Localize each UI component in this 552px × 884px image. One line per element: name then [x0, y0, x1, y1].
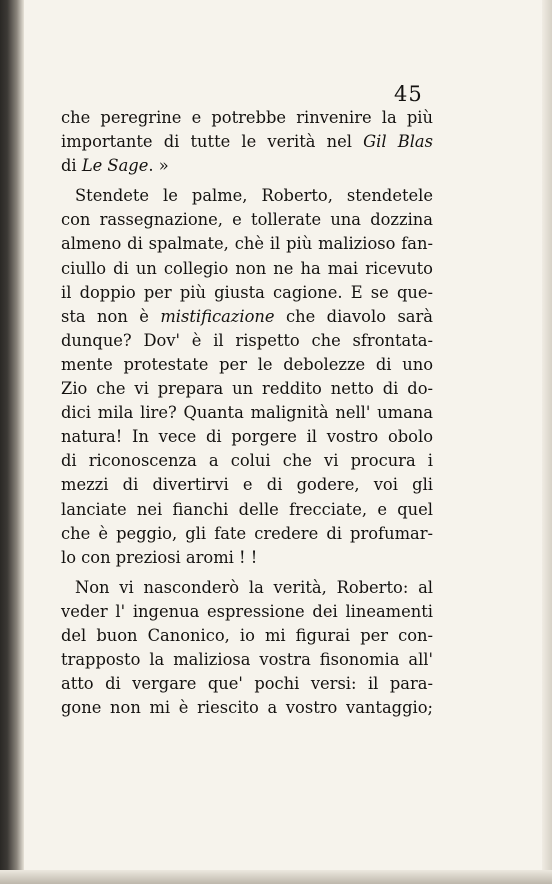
- text-line-content: che peregrine e potrebbe rinvenire la più: [61, 108, 433, 127]
- text-line-content: del buon Canonico, io mi figurai per con-: [61, 625, 433, 645]
- text-line: [61, 377, 433, 401]
- italic-title: Gil Blas: [363, 132, 433, 152]
- text-line: [61, 449, 433, 473]
- text-line-content: atto di vergare que' pochi versi: il para-: [61, 674, 433, 694]
- text-line: [61, 106, 433, 130]
- text-line-content: mente protestate per le debolezze di uno: [61, 354, 433, 374]
- text-line-content: di: [61, 156, 82, 176]
- text-line: [61, 522, 433, 546]
- text-line: [61, 184, 433, 208]
- text-line: [61, 425, 433, 449]
- text-line: [61, 648, 433, 672]
- text-line: [61, 576, 433, 600]
- text-line: [61, 546, 433, 570]
- text-line-content: lanciate nei fianchi delle frecciate, e quel: [61, 499, 433, 519]
- text-line-content: gone non mi è riescito a vostro vantaggio;: [61, 698, 433, 718]
- text-line: [61, 473, 433, 497]
- text-line-content: con rassegnazione, e tollerate una dozzina: [61, 210, 433, 230]
- text-line: [61, 672, 433, 696]
- text-line-content: trapposto la maliziosa vostra fisonomia all': [61, 650, 433, 670]
- text-line-content: che è peggio, gli fate credere di profumar-: [61, 523, 433, 543]
- text-line-content: di riconoscenza a colui che vi procura i: [61, 451, 433, 471]
- text-line: [61, 154, 433, 178]
- text-line-content: sta non è: [61, 306, 161, 326]
- text-line-content: almeno di spalmate, chè il più malizioso fan-: [61, 234, 433, 254]
- italic-title: mistificazione: [160, 306, 275, 326]
- text-line-content: veder l' ingenua espressione dei lineamenti: [61, 601, 433, 621]
- page-number: 45: [394, 82, 423, 106]
- text-line-content: ciullo di un collegio non ne ha mai ricevuto: [61, 258, 433, 278]
- text-line: [61, 257, 433, 281]
- text-line: [61, 624, 433, 648]
- text-line-content: lo con preziosi aromi ! !: [61, 547, 258, 567]
- text-line-content: dici mila lire? Quanta malignità nell' umana: [61, 403, 433, 423]
- text-line: [61, 696, 433, 720]
- text-line-content: il doppio per più giusta cagione. E se que-: [61, 282, 433, 302]
- text-line: [61, 329, 433, 353]
- text-line: [61, 401, 433, 425]
- text-line-content: mezzi di divertirvi e di godere, voi gli: [61, 475, 433, 495]
- page-right-edge: [542, 0, 552, 884]
- text-line: [61, 498, 433, 522]
- text-line: [61, 353, 433, 377]
- text-line: [61, 305, 433, 329]
- text-line-content: dunque? Dov' è il rispetto che sfrontata-: [61, 330, 433, 350]
- text-line: [61, 600, 433, 624]
- text-line-content: importante di tutte le verità nel: [61, 132, 364, 152]
- text-line: [61, 232, 433, 256]
- text-line: [61, 281, 433, 305]
- text-line-tail: che diavolo sarà: [274, 306, 433, 326]
- page-binding-edge: [0, 0, 24, 884]
- text-line-content: Zio che vi prepara un reddito netto di do-: [61, 379, 433, 399]
- text-line-tail: . »: [148, 156, 169, 176]
- italic-title: Le Sage: [81, 156, 149, 176]
- page-bottom-edge: [0, 870, 552, 884]
- text-line: [61, 208, 433, 232]
- text-line-content: Stendete le palme, Roberto, stendetele: [75, 186, 433, 206]
- body-text: [61, 106, 433, 720]
- text-line-content: Non vi nasconderò la verità, Roberto: al: [75, 577, 433, 597]
- text-line: [61, 130, 433, 154]
- text-line-content: natura! In vece di porgere il vostro obolo: [61, 427, 433, 447]
